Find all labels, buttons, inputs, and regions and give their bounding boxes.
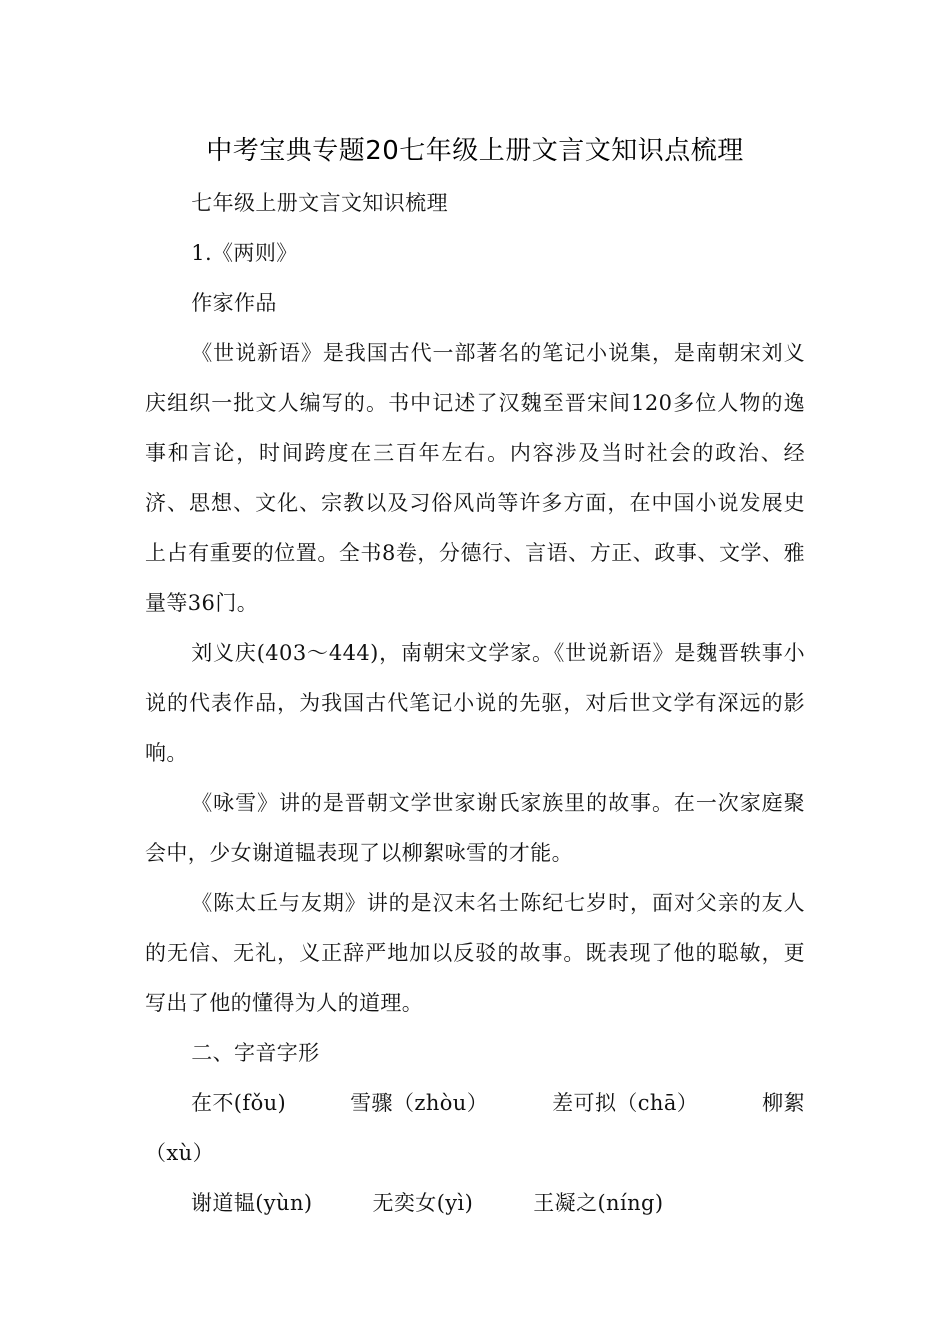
paragraph-3: 《咏雪》讲的是晋朝文学世家谢氏家族里的故事。在一次家庭聚会中，少女谢道韫表现了以柳絮咏雪的才能。 xyxy=(145,791,805,865)
document-body xyxy=(145,178,805,1228)
subtitle: 七年级上册文言文知识梳理 xyxy=(191,191,448,215)
pinyin-item: 谢道韫(yùn) xyxy=(191,1191,313,1215)
pinyin-item: 柳絮 xyxy=(762,1091,805,1115)
pinyin-row-1 xyxy=(145,1078,805,1128)
pinyin-item: 在不(fǒu) xyxy=(191,1091,287,1115)
section-heading-2: 二、字音字形 xyxy=(191,1041,320,1065)
pinyin-item: 雪骤（zhòu） xyxy=(350,1091,489,1115)
pinyin-row-1-tail xyxy=(145,1128,805,1178)
paragraph-2: 刘义庆(403～444)，南朝宋文学家。《世说新语》是魏晋轶事小说的代表作品，为我国古代笔记小说的先驱，对后世文学有深远的影响。 xyxy=(145,641,805,765)
pinyin-item: 差可拟（chā） xyxy=(552,1091,699,1115)
document-title: 中考宝典专题20七年级上册文言文知识点梳理 xyxy=(206,136,744,166)
pinyin-item: （xù） xyxy=(145,1141,214,1165)
pinyin-item: 无奕女(yì) xyxy=(372,1191,474,1215)
paragraph-4: 《陈太丘与友期》讲的是汉末名士陈纪七岁时，面对父亲的友人的无信、无礼，义正辞严地加以反驳的故事。既表现了他的聪敏，更写出了他的懂得为人的道理。 xyxy=(145,891,805,1015)
paragraph-1: 《世说新语》是我国古代一部著名的笔记小说集，是南朝宋刘义庆组织一批文人编写的。书中记述了汉魏至晋宋间120多位人物的逸事和言论，时间跨度在三百年左右。内容涉及当时社会的政治、经济、思想、文化、宗教以及习俗风尚等许多方面，在中国小说发展史上占有重要的位置。全书8卷，分德行、言语、方正、政事、文学、雅量等36门。 xyxy=(145,341,805,615)
section-heading-1: 1.《两则》 xyxy=(191,241,298,265)
section-heading-author: 作家作品 xyxy=(191,291,277,315)
pinyin-item: 王凝之(níng) xyxy=(533,1191,664,1215)
pinyin-row-2 xyxy=(145,1178,805,1228)
